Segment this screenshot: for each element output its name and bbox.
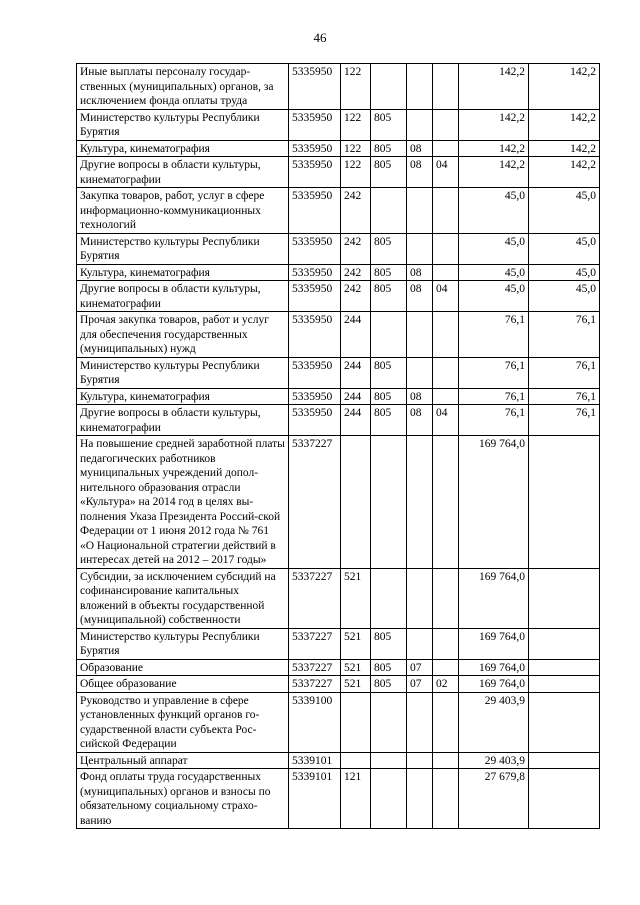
row-section	[407, 188, 433, 234]
table-row	[77, 405, 600, 436]
row-amount-1: 169 764,0	[459, 676, 529, 693]
row-subsection	[433, 769, 459, 829]
row-name: Закупка товаров, работ, услуг в сфере информационно-коммуникационных технологий	[77, 188, 289, 234]
row-expense-group: 121	[341, 769, 371, 829]
row-amount-2	[529, 692, 600, 752]
row-expense-group: 244	[341, 388, 371, 405]
row-code: 5337227	[289, 568, 341, 628]
row-ministry-code: 805	[371, 157, 407, 188]
table-row	[77, 388, 600, 405]
row-ministry-code	[371, 312, 407, 358]
row-expense-group	[341, 436, 371, 569]
row-name: Центральный аппарат	[77, 752, 289, 769]
row-ministry-code	[371, 64, 407, 110]
row-amount-1: 45,0	[459, 188, 529, 234]
row-name: Министерство культуры Республики Бурятия	[77, 233, 289, 264]
table-row	[77, 312, 600, 358]
row-subsection: 04	[433, 281, 459, 312]
row-code: 5339101	[289, 769, 341, 829]
row-name: На повышение средней заработной платы педагогических работников муниципальных учреждений допол-нительного образования отрасли «Культура» на 2014 год в целях вы-полнения Указа Президента Россий-ской Федерации от 1 июня 2012 года № 761 «О Национальной стратегии действий в интересах детей на 2012 – 2017 годы»	[77, 436, 289, 569]
row-code: 5339100	[289, 692, 341, 752]
row-subsection	[433, 628, 459, 659]
table-body	[77, 64, 600, 829]
row-code: 5335950	[289, 233, 341, 264]
row-subsection	[433, 233, 459, 264]
row-section: 08	[407, 140, 433, 157]
row-code: 5335950	[289, 357, 341, 388]
row-code: 5335950	[289, 281, 341, 312]
row-code: 5337227	[289, 676, 341, 693]
row-name: Другие вопросы в области культуры, кинематографии	[77, 157, 289, 188]
row-amount-2: 76,1	[529, 388, 600, 405]
row-ministry-code	[371, 692, 407, 752]
row-subsection	[433, 388, 459, 405]
row-ministry-code: 805	[371, 405, 407, 436]
row-amount-1: 169 764,0	[459, 628, 529, 659]
row-subsection	[433, 692, 459, 752]
row-amount-1: 142,2	[459, 140, 529, 157]
row-code: 5337227	[289, 659, 341, 676]
budget-table	[76, 63, 600, 829]
row-ministry-code	[371, 568, 407, 628]
row-expense-group: 242	[341, 188, 371, 234]
row-amount-1: 142,2	[459, 157, 529, 188]
row-amount-2	[529, 676, 600, 693]
row-amount-1: 169 764,0	[459, 568, 529, 628]
row-amount-2: 142,2	[529, 109, 600, 140]
row-ministry-code: 805	[371, 140, 407, 157]
row-expense-group: 122	[341, 157, 371, 188]
row-subsection	[433, 109, 459, 140]
row-expense-group: 122	[341, 140, 371, 157]
row-code: 5335950	[289, 264, 341, 281]
row-name: Культура, кинематография	[77, 140, 289, 157]
row-section: 08	[407, 281, 433, 312]
row-section	[407, 628, 433, 659]
row-ministry-code	[371, 436, 407, 569]
row-name: Прочая закупка товаров, работ и услуг для обеспечения государственных (муниципальных) нужд	[77, 312, 289, 358]
row-code: 5335950	[289, 64, 341, 110]
table-row	[77, 628, 600, 659]
row-name: Другие вопросы в области культуры, кинематографии	[77, 281, 289, 312]
row-expense-group: 244	[341, 312, 371, 358]
row-amount-1: 169 764,0	[459, 659, 529, 676]
row-section: 07	[407, 659, 433, 676]
row-expense-group: 242	[341, 264, 371, 281]
row-amount-2	[529, 568, 600, 628]
row-expense-group: 521	[341, 628, 371, 659]
row-amount-2	[529, 752, 600, 769]
row-section	[407, 752, 433, 769]
row-expense-group	[341, 752, 371, 769]
row-section	[407, 64, 433, 110]
row-amount-1: 76,1	[459, 388, 529, 405]
table-row	[77, 357, 600, 388]
row-expense-group: 521	[341, 568, 371, 628]
row-ministry-code	[371, 752, 407, 769]
row-name: Другие вопросы в области культуры, кинематографии	[77, 405, 289, 436]
row-amount-2	[529, 769, 600, 829]
row-code: 5335950	[289, 140, 341, 157]
row-subsection	[433, 140, 459, 157]
row-ministry-code: 805	[371, 676, 407, 693]
row-section	[407, 692, 433, 752]
row-amount-1: 142,2	[459, 64, 529, 110]
table-row	[77, 676, 600, 693]
row-amount-2: 45,0	[529, 233, 600, 264]
table-row	[77, 233, 600, 264]
row-section: 08	[407, 388, 433, 405]
row-name: Субсидии, за исключением субсидий на софинансирование капитальных вложений в объекты государственной (муниципальной) собственности	[77, 568, 289, 628]
row-section	[407, 769, 433, 829]
page-number: 46	[313, 30, 327, 45]
row-name: Руководство и управление в сфере установленных функций органов го-сударственной власти субъекта Рос-сийской Федерации	[77, 692, 289, 752]
table-row	[77, 64, 600, 110]
row-section	[407, 312, 433, 358]
row-code: 5339101	[289, 752, 341, 769]
row-name: Министерство культуры Республики Бурятия	[77, 109, 289, 140]
row-amount-2: 142,2	[529, 64, 600, 110]
row-amount-2: 45,0	[529, 281, 600, 312]
table-row	[77, 281, 600, 312]
row-amount-2: 142,2	[529, 140, 600, 157]
row-ministry-code: 805	[371, 264, 407, 281]
row-expense-group: 521	[341, 676, 371, 693]
row-amount-2: 76,1	[529, 357, 600, 388]
row-name: Общее образование	[77, 676, 289, 693]
row-subsection	[433, 659, 459, 676]
table-row	[77, 659, 600, 676]
row-code: 5337227	[289, 436, 341, 569]
row-subsection	[433, 752, 459, 769]
row-amount-1: 142,2	[459, 109, 529, 140]
row-ministry-code: 805	[371, 281, 407, 312]
row-ministry-code	[371, 188, 407, 234]
row-amount-1: 169 764,0	[459, 436, 529, 569]
row-section	[407, 436, 433, 569]
row-expense-group: 122	[341, 64, 371, 110]
table-row	[77, 109, 600, 140]
row-code: 5337227	[289, 628, 341, 659]
row-expense-group: 244	[341, 357, 371, 388]
row-subsection	[433, 64, 459, 110]
row-subsection: 04	[433, 405, 459, 436]
row-subsection	[433, 312, 459, 358]
row-amount-1: 27 679,8	[459, 769, 529, 829]
row-code: 5335950	[289, 188, 341, 234]
row-expense-group	[341, 692, 371, 752]
row-amount-1: 76,1	[459, 357, 529, 388]
row-name: Иные выплаты персоналу государ-ственных (муниципальных) органов, за исключением фонда оплаты труда	[77, 64, 289, 110]
row-amount-2	[529, 659, 600, 676]
row-section	[407, 109, 433, 140]
table-row	[77, 140, 600, 157]
row-name: Культура, кинематография	[77, 264, 289, 281]
row-section: 08	[407, 157, 433, 188]
row-section: 08	[407, 264, 433, 281]
row-ministry-code: 805	[371, 233, 407, 264]
row-expense-group: 244	[341, 405, 371, 436]
row-code: 5335950	[289, 109, 341, 140]
row-code: 5335950	[289, 388, 341, 405]
row-section	[407, 357, 433, 388]
row-amount-2	[529, 436, 600, 569]
table-row	[77, 188, 600, 234]
row-subsection	[433, 188, 459, 234]
row-name: Министерство культуры Республики Бурятия	[77, 628, 289, 659]
row-name: Образование	[77, 659, 289, 676]
row-code: 5335950	[289, 312, 341, 358]
row-ministry-code: 805	[371, 109, 407, 140]
table-row	[77, 752, 600, 769]
row-amount-2: 76,1	[529, 405, 600, 436]
row-subsection: 02	[433, 676, 459, 693]
row-amount-2: 45,0	[529, 188, 600, 234]
row-name: Культура, кинематография	[77, 388, 289, 405]
row-amount-2: 142,2	[529, 157, 600, 188]
row-amount-1: 45,0	[459, 233, 529, 264]
row-subsection: 04	[433, 157, 459, 188]
row-amount-1: 45,0	[459, 264, 529, 281]
row-section	[407, 568, 433, 628]
row-name: Фонд оплаты труда государственных (муниципальных) органов и взносы по обязательному социальному страхо-ванию	[77, 769, 289, 829]
row-amount-2	[529, 628, 600, 659]
table-row	[77, 436, 600, 569]
row-amount-1: 45,0	[459, 281, 529, 312]
row-section: 07	[407, 676, 433, 693]
table-row	[77, 264, 600, 281]
row-expense-group: 122	[341, 109, 371, 140]
row-subsection	[433, 357, 459, 388]
row-expense-group: 521	[341, 659, 371, 676]
row-amount-1: 29 403,9	[459, 692, 529, 752]
row-subsection	[433, 264, 459, 281]
table-row	[77, 157, 600, 188]
row-ministry-code: 805	[371, 659, 407, 676]
row-ministry-code: 805	[371, 628, 407, 659]
row-subsection	[433, 436, 459, 569]
table-row	[77, 769, 600, 829]
table-row	[77, 692, 600, 752]
row-amount-1: 76,1	[459, 312, 529, 358]
row-name: Министерство культуры Республики Бурятия	[77, 357, 289, 388]
row-section	[407, 233, 433, 264]
row-code: 5335950	[289, 157, 341, 188]
row-amount-1: 29 403,9	[459, 752, 529, 769]
row-expense-group: 242	[341, 233, 371, 264]
row-subsection	[433, 568, 459, 628]
row-amount-2: 45,0	[529, 264, 600, 281]
row-code: 5335950	[289, 405, 341, 436]
row-expense-group: 242	[341, 281, 371, 312]
row-amount-2: 76,1	[529, 312, 600, 358]
row-amount-1: 76,1	[459, 405, 529, 436]
row-ministry-code: 805	[371, 388, 407, 405]
row-section: 08	[407, 405, 433, 436]
table-row	[77, 568, 600, 628]
row-ministry-code	[371, 769, 407, 829]
row-ministry-code: 805	[371, 357, 407, 388]
